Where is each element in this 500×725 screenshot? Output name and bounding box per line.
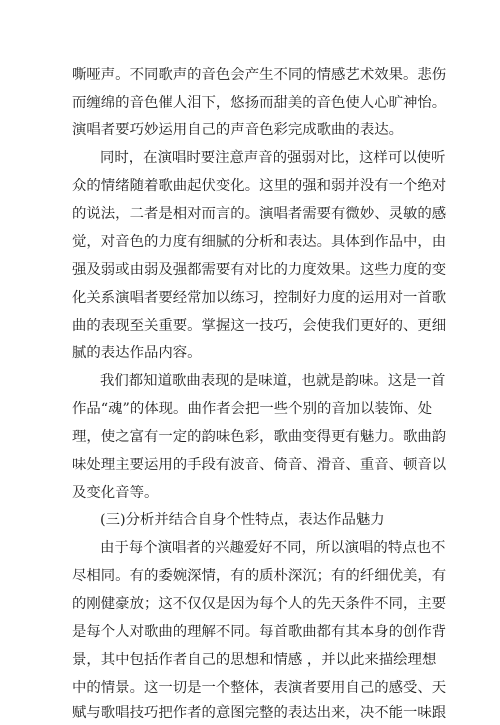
- text-line: 及变化音等。: [72, 485, 159, 501]
- text-line: 曲的表现至关重要。掌握这一技巧，会使我们更好的、更细: [72, 318, 447, 334]
- text-line: 赋与歌唱技巧把作者的意图完整的表达出来，决不能一味跟: [72, 705, 447, 721]
- text-line: 嘶哑声。不同歌声的音色会产生不同的情感艺术效果。悲伤: [72, 67, 447, 83]
- text-line: 众的情绪随着歌曲起伏变化。这里的强和弱并没有一个绝对: [72, 178, 447, 194]
- text-line: 尽相同。有的委婉深情，有的质朴深沉；有的纤细优美，有: [72, 568, 447, 584]
- text-line: 的刚健豪放；这不仅仅是因为每个人的先天条件不同，主要: [72, 596, 447, 612]
- text-line: 觉，对音色的力度有细腻的分析和表达。具体到作品中，由: [72, 234, 447, 250]
- paragraph-first-line: 我们都知道歌曲表现的是味道，也就是韵味。这是一首: [100, 373, 446, 389]
- text-line: 理，使之富有一定的韵味色彩，歌曲变得更有魅力。歌曲韵: [72, 429, 447, 445]
- section-heading: (三)分析并结合自身个性特点，表达作品魅力: [100, 512, 385, 528]
- paragraph-first-line: 由于每个演唱者的兴趣爱好不同，所以演唱的特点也不: [100, 540, 446, 556]
- text-line: 而缠绵的音色催人泪下，悠扬而甜美的音色使人心旷神怡。: [72, 95, 447, 111]
- text-line: 演唱者要巧妙运用自己的声音色彩完成歌曲的表达。: [72, 122, 403, 138]
- text-line: 中的情景。这一切是一个整体，表演者要用自己的感受、天: [72, 680, 447, 696]
- text-line: 作品“魂”的体现。曲作者会把一些个别的音加以装饰、处: [72, 401, 433, 417]
- text-line: 强及弱或由弱及强都需要有对比的力度效果。这些力度的变: [72, 262, 447, 278]
- paragraph-first-line: 同时，在演唱时要注意声音的强弱对比，这样可以使听: [100, 150, 446, 166]
- text-line: 化关系演唱者要经常加以练习，控制好力度的运用对一首歌: [72, 290, 447, 306]
- text-line: 的说法，二者是相对而言的。演唱者需要有微妙、灵敏的感: [72, 206, 447, 222]
- text-line: 腻的表达作品内容。: [72, 345, 202, 361]
- text-line: 是每个人对歌曲的理解不同。每首歌曲都有其本身的创作背: [72, 624, 447, 640]
- text-line: 景，其中包括作者自己的思想和情感 ，并以此来描绘理想: [72, 652, 437, 668]
- text-line: 味处理主要运用的手段有波音、倚音、滑音、重音、顿音以: [72, 457, 447, 473]
